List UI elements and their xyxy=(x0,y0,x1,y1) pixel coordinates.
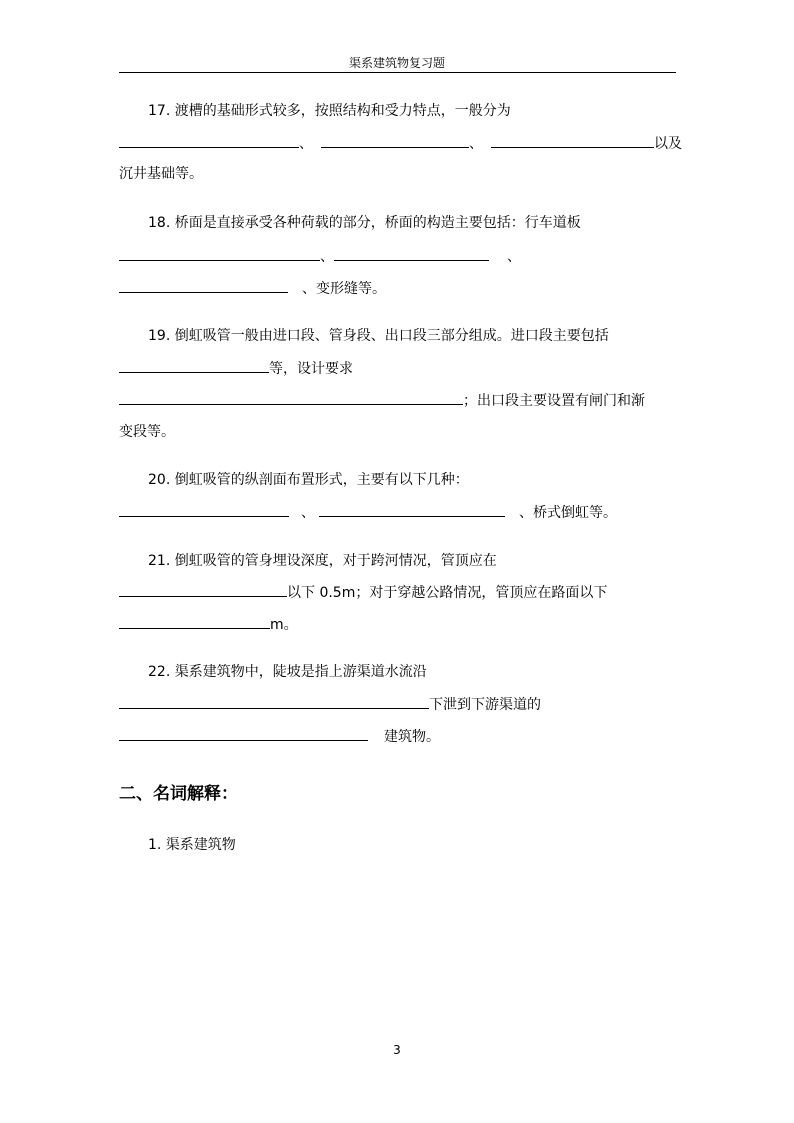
header-rule xyxy=(119,72,676,73)
separator: 、 xyxy=(507,249,521,265)
question-21-text: 21. 倒虹吸管的管身埋设深度，对于跨河情况，管顶应在 xyxy=(148,553,497,569)
separator: 、 xyxy=(301,505,315,521)
answer-blank[interactable] xyxy=(119,614,270,629)
question-22-answer-line-2 xyxy=(119,726,440,747)
line-tail: 下泄到下游渠道的 xyxy=(429,697,541,713)
answer-blank[interactable] xyxy=(119,582,287,597)
line-tail: 、变形缝等。 xyxy=(302,281,386,297)
answer-blank[interactable] xyxy=(491,133,654,148)
answer-blank[interactable] xyxy=(321,133,469,148)
answer-blank[interactable] xyxy=(119,694,429,709)
line-tail: 、桥式倒虹等。 xyxy=(519,505,617,521)
question-22-answer-line xyxy=(119,694,541,715)
question-20-answer-line xyxy=(119,502,617,523)
question-20-text: 20. 倒虹吸管的纵剖面布置形式，主要有以下几种： xyxy=(148,472,469,488)
question-17-text: 17. 渡槽的基础形式较多，按照结构和受力特点，一般分为 xyxy=(148,103,511,119)
section-heading: 二、名词解释： xyxy=(119,784,238,804)
answer-blank[interactable] xyxy=(334,246,489,261)
separator: 、 xyxy=(469,136,483,152)
separator: 、 xyxy=(320,249,334,265)
question-18-answer-line xyxy=(119,246,521,267)
question-21-answer-line-2 xyxy=(119,614,298,635)
question-17-answer-line xyxy=(119,133,682,154)
question-21-answer-line xyxy=(119,582,607,603)
question-18-answer-line-2 xyxy=(119,278,386,299)
answer-blank[interactable] xyxy=(119,246,320,261)
question-19-text: 19. 倒虹吸管一般由进口段、管身段、出口段三部分组成。进口段主要包括 xyxy=(148,328,609,344)
answer-blank[interactable] xyxy=(119,358,269,373)
line-tail: ；出口段主要设置有闸门和渐 xyxy=(463,393,645,409)
page-number: 3 xyxy=(393,1043,401,1057)
question-19-line4: 变段等。 xyxy=(119,424,175,440)
line-tail: m。 xyxy=(270,617,298,633)
question-19-answer-line-2 xyxy=(119,390,645,411)
question-18-text: 18. 桥面是直接承受各种荷载的部分，桥面的构造主要包括：行车道板 xyxy=(148,215,581,231)
line-tail: 以下 0.5m；对于穿越公路情况，管顶应在路面以下 xyxy=(287,585,608,601)
term-1: 1. 渠系建筑物 xyxy=(148,837,236,853)
line-tail: 以及 xyxy=(654,136,682,152)
page-header: 渠系建筑物复习题 xyxy=(348,56,445,70)
answer-blank[interactable] xyxy=(119,278,288,293)
answer-blank[interactable] xyxy=(119,726,368,741)
answer-blank[interactable] xyxy=(319,502,505,517)
question-22-text: 22. 渠系建筑物中，陡坡是指上游渠道水流沿 xyxy=(148,664,427,680)
question-17-line3: 沉井基础等。 xyxy=(119,166,203,182)
question-19-answer-line xyxy=(119,358,353,379)
line-tail: 建筑物。 xyxy=(384,729,440,745)
answer-blank[interactable] xyxy=(119,502,289,517)
line-tail: 等，设计要求 xyxy=(269,361,353,377)
separator: 、 xyxy=(299,136,313,152)
answer-blank[interactable] xyxy=(119,133,299,148)
answer-blank[interactable] xyxy=(119,390,463,405)
